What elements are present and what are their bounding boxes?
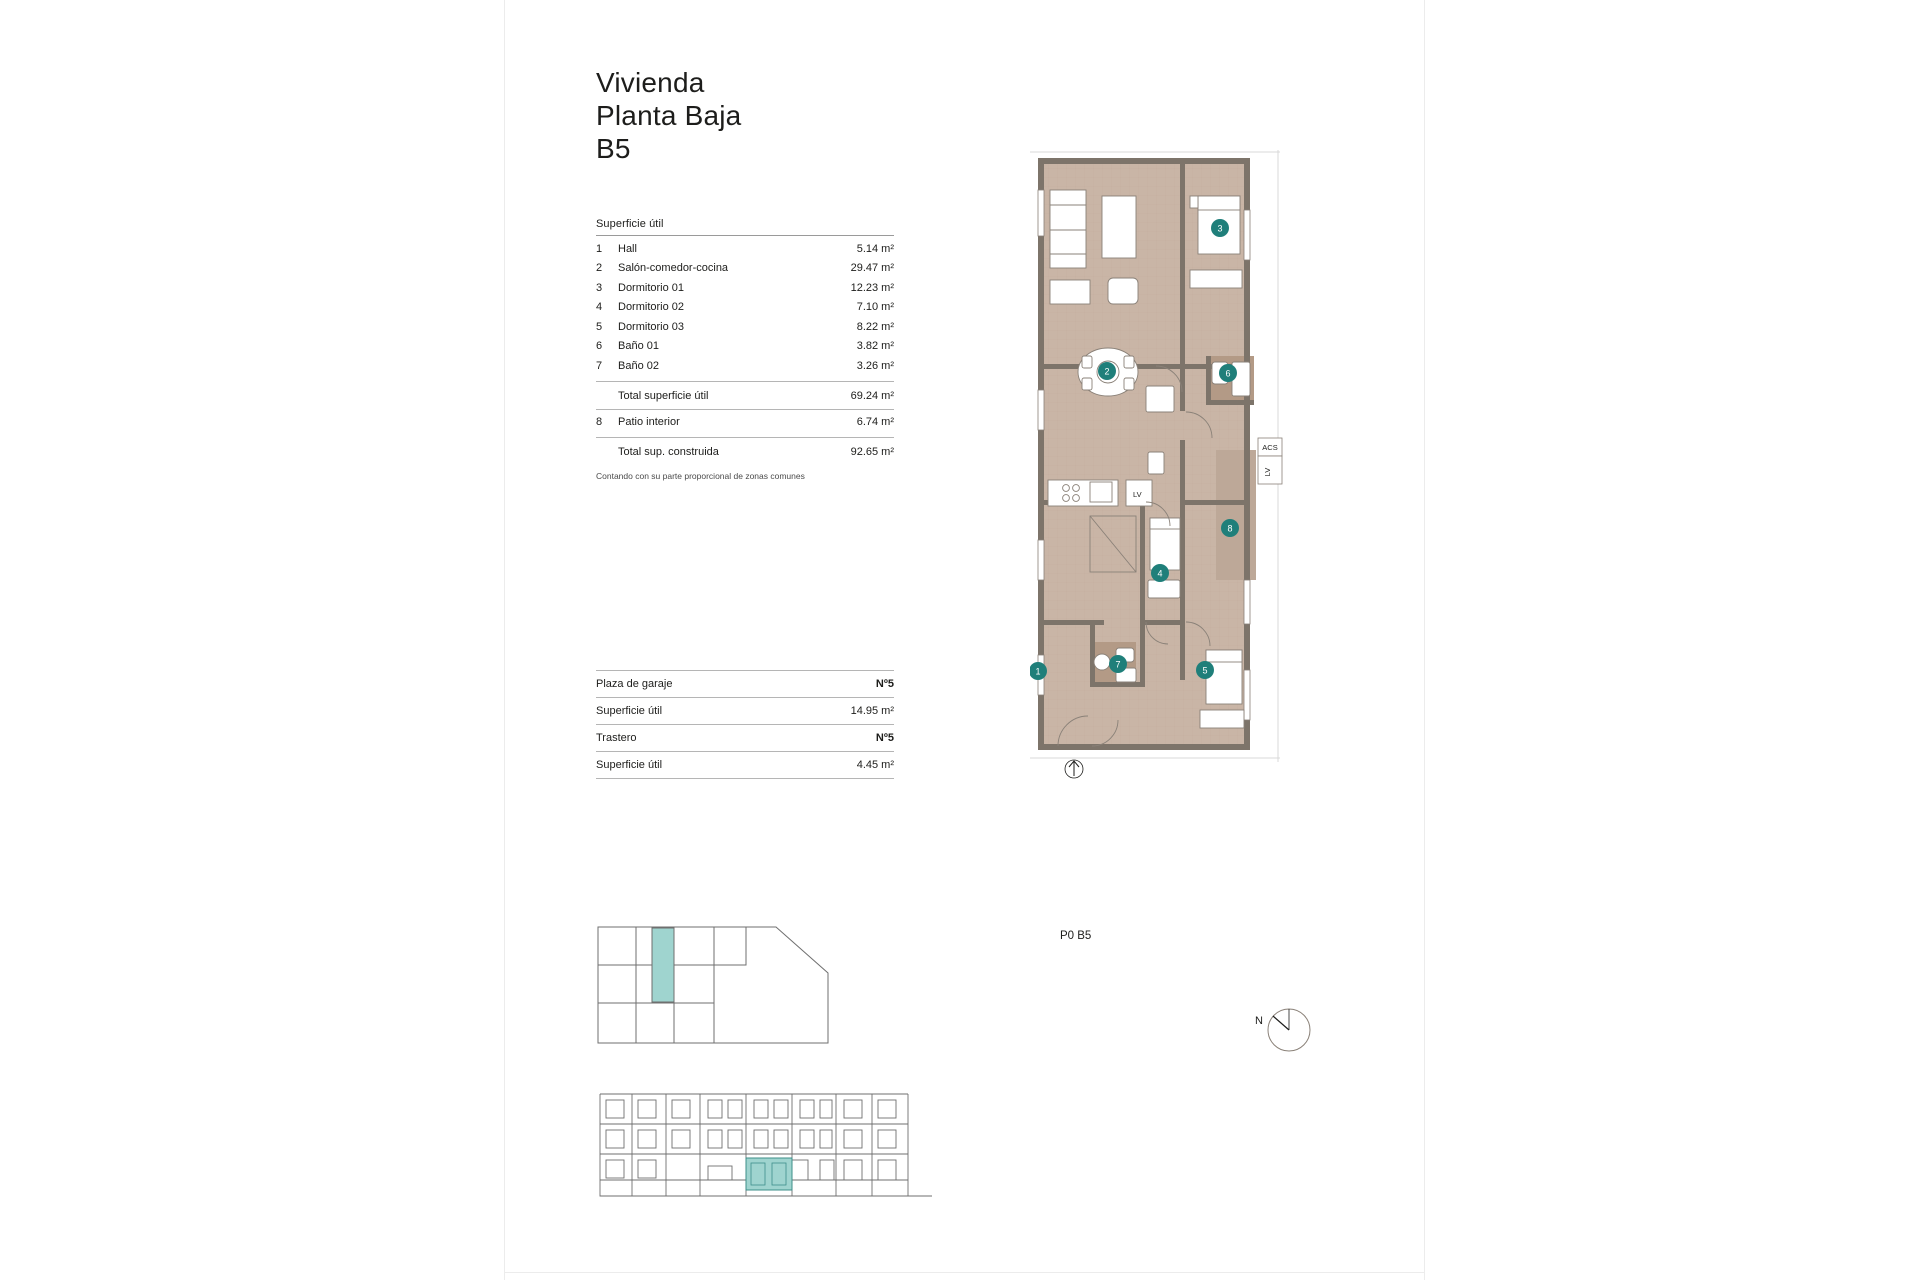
row-number: 3: [596, 281, 603, 294]
row-number: 5: [596, 320, 603, 333]
garage-row: [596, 671, 894, 697]
total-util-value: 69.24 m²: [850, 389, 894, 402]
table-row: [596, 334, 894, 354]
total-construida-row: [596, 438, 894, 465]
total-util-row: [596, 382, 894, 409]
storage-rule-bottom: [596, 778, 894, 779]
marker-5: 5: [1202, 665, 1208, 676]
acs-label: ACS: [1262, 443, 1278, 452]
entrance-arrow: [1065, 760, 1083, 778]
patio-row: [596, 410, 894, 430]
lv-vertical-label: LV: [1263, 467, 1272, 477]
storage-label: Trastero: [596, 732, 637, 744]
marker-1: 1: [1035, 666, 1041, 677]
table-row: [596, 256, 894, 276]
row-number: 2: [596, 262, 603, 274]
table-note: Contando con su parte proporcional de zonas comunes: [596, 471, 805, 481]
surface-table-header: Superficie útil: [596, 218, 664, 230]
marker-4: 4: [1157, 568, 1163, 579]
table-row: [596, 314, 894, 334]
storage-row: [596, 725, 894, 751]
page-frame-bottom: [504, 1272, 1424, 1273]
storage-surface-label: Superficie útil: [596, 759, 663, 771]
patio-label: Patio interior: [618, 416, 680, 428]
row-name: Dormitorio 02: [618, 301, 685, 313]
row-value: 7.10 m²: [856, 301, 894, 313]
floor-plan-drawing: [1030, 150, 1350, 910]
row-value: 12.23 m²: [850, 281, 894, 294]
row-number: 6: [596, 340, 603, 352]
table-row: [596, 295, 894, 315]
row-number: 1: [596, 242, 603, 255]
row-name: Salón-comedor-cocina: [618, 262, 729, 274]
page-title: [596, 66, 741, 165]
garage-surface-row: [596, 698, 894, 724]
total-construida-label: Total sup. construida: [618, 446, 719, 458]
row-value: 3.82 m²: [856, 340, 894, 352]
marker-7: 7: [1115, 659, 1121, 670]
title-line-3: B5: [596, 133, 631, 164]
plan-furniture-bed3: [1190, 196, 1242, 288]
title-line-2: Planta Baja: [596, 100, 742, 131]
plan-callouts: [1258, 438, 1282, 484]
building-elevation-diagram: [596, 1080, 936, 1215]
surface-table: [596, 218, 894, 482]
marker-8: 8: [1227, 523, 1233, 534]
title-line-1: Vivienda: [596, 67, 705, 98]
patio-number: 8: [596, 416, 603, 428]
garage-surface-label: Superficie útil: [596, 705, 663, 717]
garage-value: Nº5: [875, 678, 894, 690]
compass-needle: [1273, 1016, 1289, 1030]
row-value: 3.26 m²: [856, 359, 894, 372]
key-plan-highlight: [652, 928, 674, 1002]
row-number: 4: [596, 301, 603, 313]
table-row: [596, 353, 894, 373]
marker-6: 6: [1225, 368, 1231, 379]
compass-rose: [1255, 1000, 1335, 1060]
marker-2: 2: [1104, 366, 1110, 377]
table-row: [596, 236, 894, 256]
kitchen-lv-label: LV: [1133, 490, 1142, 499]
patio-value: 6.74 m²: [856, 416, 894, 428]
row-value: 5.14 m²: [856, 242, 894, 255]
total-util-label: Total superficie útil: [618, 389, 709, 402]
compass-north-label: N: [1255, 1015, 1263, 1027]
row-value: 29.47 m²: [850, 262, 894, 274]
garage-storage-table: [596, 670, 894, 779]
elevation-highlight: [746, 1158, 792, 1190]
storage-surface-row: [596, 752, 894, 778]
row-name: Hall: [618, 242, 637, 255]
key-plan-diagram: [596, 925, 856, 1070]
row-name: Dormitorio 01: [618, 281, 685, 294]
plan-caption: P0 B5: [1060, 930, 1092, 942]
row-value: 8.22 m²: [856, 320, 894, 333]
row-name: Dormitorio 03: [618, 320, 685, 333]
row-name: Baño 01: [618, 340, 659, 352]
marker-3: 3: [1217, 223, 1223, 234]
garage-surface-value: 14.95 m²: [850, 705, 894, 717]
page-frame-left: [504, 0, 505, 1280]
storage-value: Nº5: [875, 732, 894, 744]
total-construida-value: 92.65 m²: [850, 446, 894, 458]
row-number: 7: [596, 359, 603, 372]
table-row: [596, 275, 894, 295]
page-frame-right: [1424, 0, 1425, 1280]
storage-surface-value: 4.45 m²: [856, 759, 894, 771]
row-name: Baño 02: [618, 359, 659, 372]
garage-label: Plaza de garaje: [596, 678, 673, 690]
